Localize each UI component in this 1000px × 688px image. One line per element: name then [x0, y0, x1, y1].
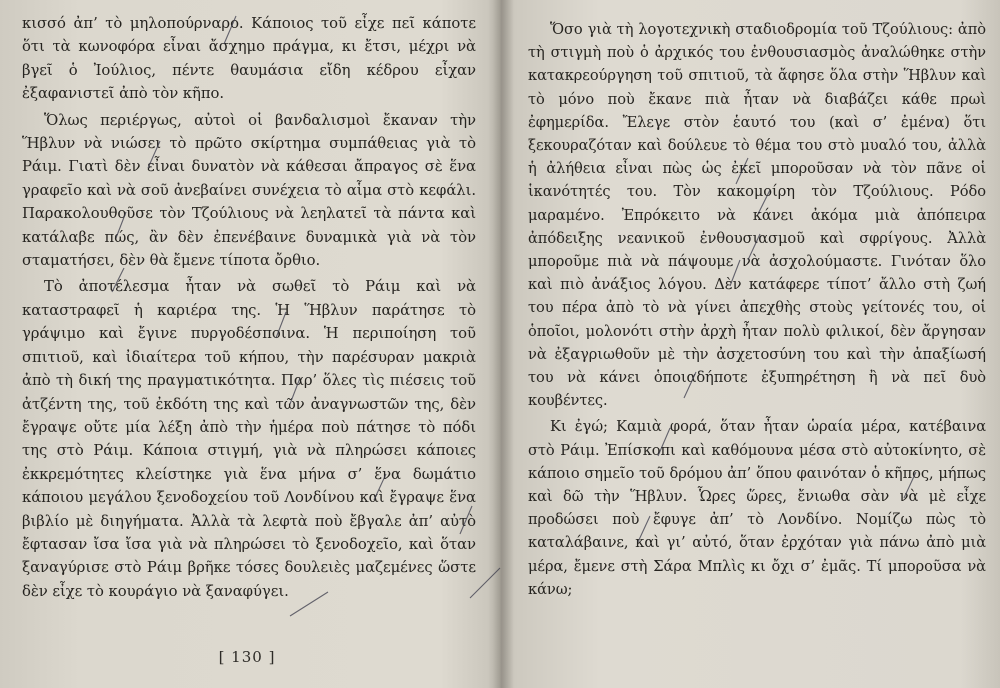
- right-page: [508, 0, 1000, 688]
- paragraph: Κι ἐγώ; Καμιὰ φορά, ὅταν ἦταν ὡραία μέρα, κατέβαινα στὸ Ράιμ. Ἐπίσκοπι καὶ καθόμουνα μέσα στὸ αὐτοκίνητο, σὲ κάποιο σημεῖο τοῦ δρόμου ἀπ’ ὅπου φαινόταν ὁ κῆπος, μήπως καὶ δῶ τὴν Ἥβλυν. Ὧρες ὥρες, ἔνιωθα σὰν νὰ μὲ εἶχε προδώσει ποὺ ἔφυγε ἀπ’ τὸ Λονδίνο. Νομίζω πὼς τὸ καταλάβαινε, καὶ γι’ αὐτό, ὅταν ἐρχόταν γιὰ πάνω ἀπὸ μιὰ μέρα, ἔμενε στὴ Σάρα Μπλὶς κι ὄχι σ’ ἐμᾶς. Τί μποροῦσα νὰ κάνω;: [528, 418, 986, 598]
- paragraph: Ὅσο γιὰ τὴ λογοτεχνικὴ σταδιοδρομία τοῦ Τζούλιους: ἀπὸ τὴ στιγμὴ ποὺ ὁ ἀρχικός του ἐνθουσιασμὸς ἀναλώθηκε στὴν κατακρεούργηση τοῦ σπιτιοῦ, τὰ ἄφησε ὅλα στὴν Ἥβλυν καὶ τὸ μόνο ποὺ ἔκανε πιὰ ἦταν νὰ διαβάζει κάθε πρωὶ ἐφημερίδα. Ἔλεγε στὸν ἑαυτό του (καὶ σ’ ἐμένα) ὅτι ξεκουραζόταν καὶ δούλευε τὸ θέμα του στὸ μυαλό του, ἀλλὰ ἡ ἀλήθεια εἶναι πὼς ὡς ἐκεῖ μποροῦσαν νὰ τὸν πᾶνε οἱ ἱκανότητές του. Τὸν κακομοίρη τὸν Τζούλιους. Ρόδο μαραμένο. Ἐπρόκειτο νὰ κάνει ἀκόμα μιὰ ἀπόπειρα ἀπόδειξης νεανικοῦ ἐνθουσιασμοῦ καὶ σφρίγους. Ἀλλὰ μποροῦμε πιὰ νὰ πάψουμε νὰ ἀσχολούμαστε. Γινόταν ὅλο καὶ πιὸ ἀνάξιος λόγου. Δὲν κατάφερε τίποτ’ ἄλλο στὴ ζωή του πέρα ἀπὸ τὸ νὰ γίνει ἀπεχθὴς στοὺς γείτονές του, οἱ ὁποῖοι, μολονότι στὴν ἀρχὴ ἦταν πολὺ φιλικοί, δὲν ἄργησαν νὰ ἐξαγριωθοῦν μὲ τὴν ἀσχετοσύνη του καὶ τὴν ἀπαξίωσή του νὰ κάνει ὁποιαδήποτε ἐξυπηρέτηση ἢ νὰ πεῖ δυὸ κουβέντες.: [528, 21, 986, 410]
- page-number: [ 130 ]: [218, 648, 276, 666]
- left-page-text: [22, 12, 476, 603]
- paragraph: Ὅλως περιέργως, αὐτοὶ οἱ βανδαλισμοὶ ἔκαναν τὴν Ἥβλυν νὰ νιώσει τὸ πρῶτο σκίρτημα συμπάθειας γιὰ τὸ Ράιμ. Γιατὶ δὲν εἶναι δυνατὸν νὰ κάθεσαι ἄπραγος σὲ ἕνα γραφεῖο καὶ νὰ σοῦ ἀνεβαίνει συνέχεια τὸ αἷμα στὸ κεφάλι. Παρακολουθοῦσε τὸν Τζούλιους νὰ λεηλατεῖ τὰ πάντα καὶ κατάλαβε πώς, ἂν δὲν ἐπενέβαινε δυναμικὰ γιὰ νὰ τὸν σταματήσει, δὲν θὰ ἔμενε τίποτα ὄρθιο.: [22, 111, 476, 270]
- left-page: [0, 0, 494, 688]
- paragraph: Τὸ ἀποτέλεσμα ἦταν νὰ σωθεῖ τὸ Ράιμ καὶ νὰ καταστραφεῖ ἡ καριέρα της. Ἡ Ἥβλυν παράτησε τὸ γράψιμο καὶ ἔγινε πυργοδέσποινα. Ἡ περιποίηση τοῦ σπιτιοῦ, καὶ ἰδιαίτερα τοῦ κήπου, τὴν παρέσυραν μακριὰ ἀπὸ τὴ δική της πραγματικότητα. Παρ’ ὅλες τὶς πιέσεις τοῦ ἀτζέντη της, τοῦ ἐκδότη της καὶ τῶν ἀναγνωστῶν της, δὲν ἔγραψε οὔτε μία λέξη ἀπὸ τὴν ἡμέρα ποὺ πάτησε τὸ πόδι της στὸ Ράιμ. Κάποια στιγμή, γιὰ νὰ πληρώσει κάποιες ἐκκρεμότητες κλείστηκε γιὰ ἕνα μήνα σ’ ἕνα δωμάτιο κάποιου μεγάλου ξενοδοχείου τοῦ Λονδίνου καὶ ἔγραψε ἕνα βιβλίο μὲ διηγήματα. Ἀλλὰ τὰ λεφτὰ ποὺ ἔβγαλε ἀπ’ αὐτὸ ἔφτασαν ἴσα ἴσα γιὰ νὰ πληρώσει τὸ ξενοδοχεῖο, καὶ ὅταν ξαναγύρισε στὸ Ράιμ βρῆκε τόσες δουλειὲς μαζεμένες ὥστε δὲν εἶχε τὸ κουράγιο νὰ ξαναφύγει.: [22, 278, 476, 600]
- paragraph: κισσό ἀπ’ τὸ μηλοπούρναρο. Κάποιος τοῦ εἶχε πεῖ κάποτε ὅτι τὰ κωνοφόρα εἶναι ἄσχημο πράγμα, κι ἔτσι, μέχρι νὰ βγεῖ ὁ Ἰούλιος, πέντε θαυμάσια εἴδη κέδρου εἶχαν ἐξαφανιστεῖ ἀπὸ τὸν κῆπο.: [22, 15, 476, 103]
- right-page-text: [528, 18, 986, 601]
